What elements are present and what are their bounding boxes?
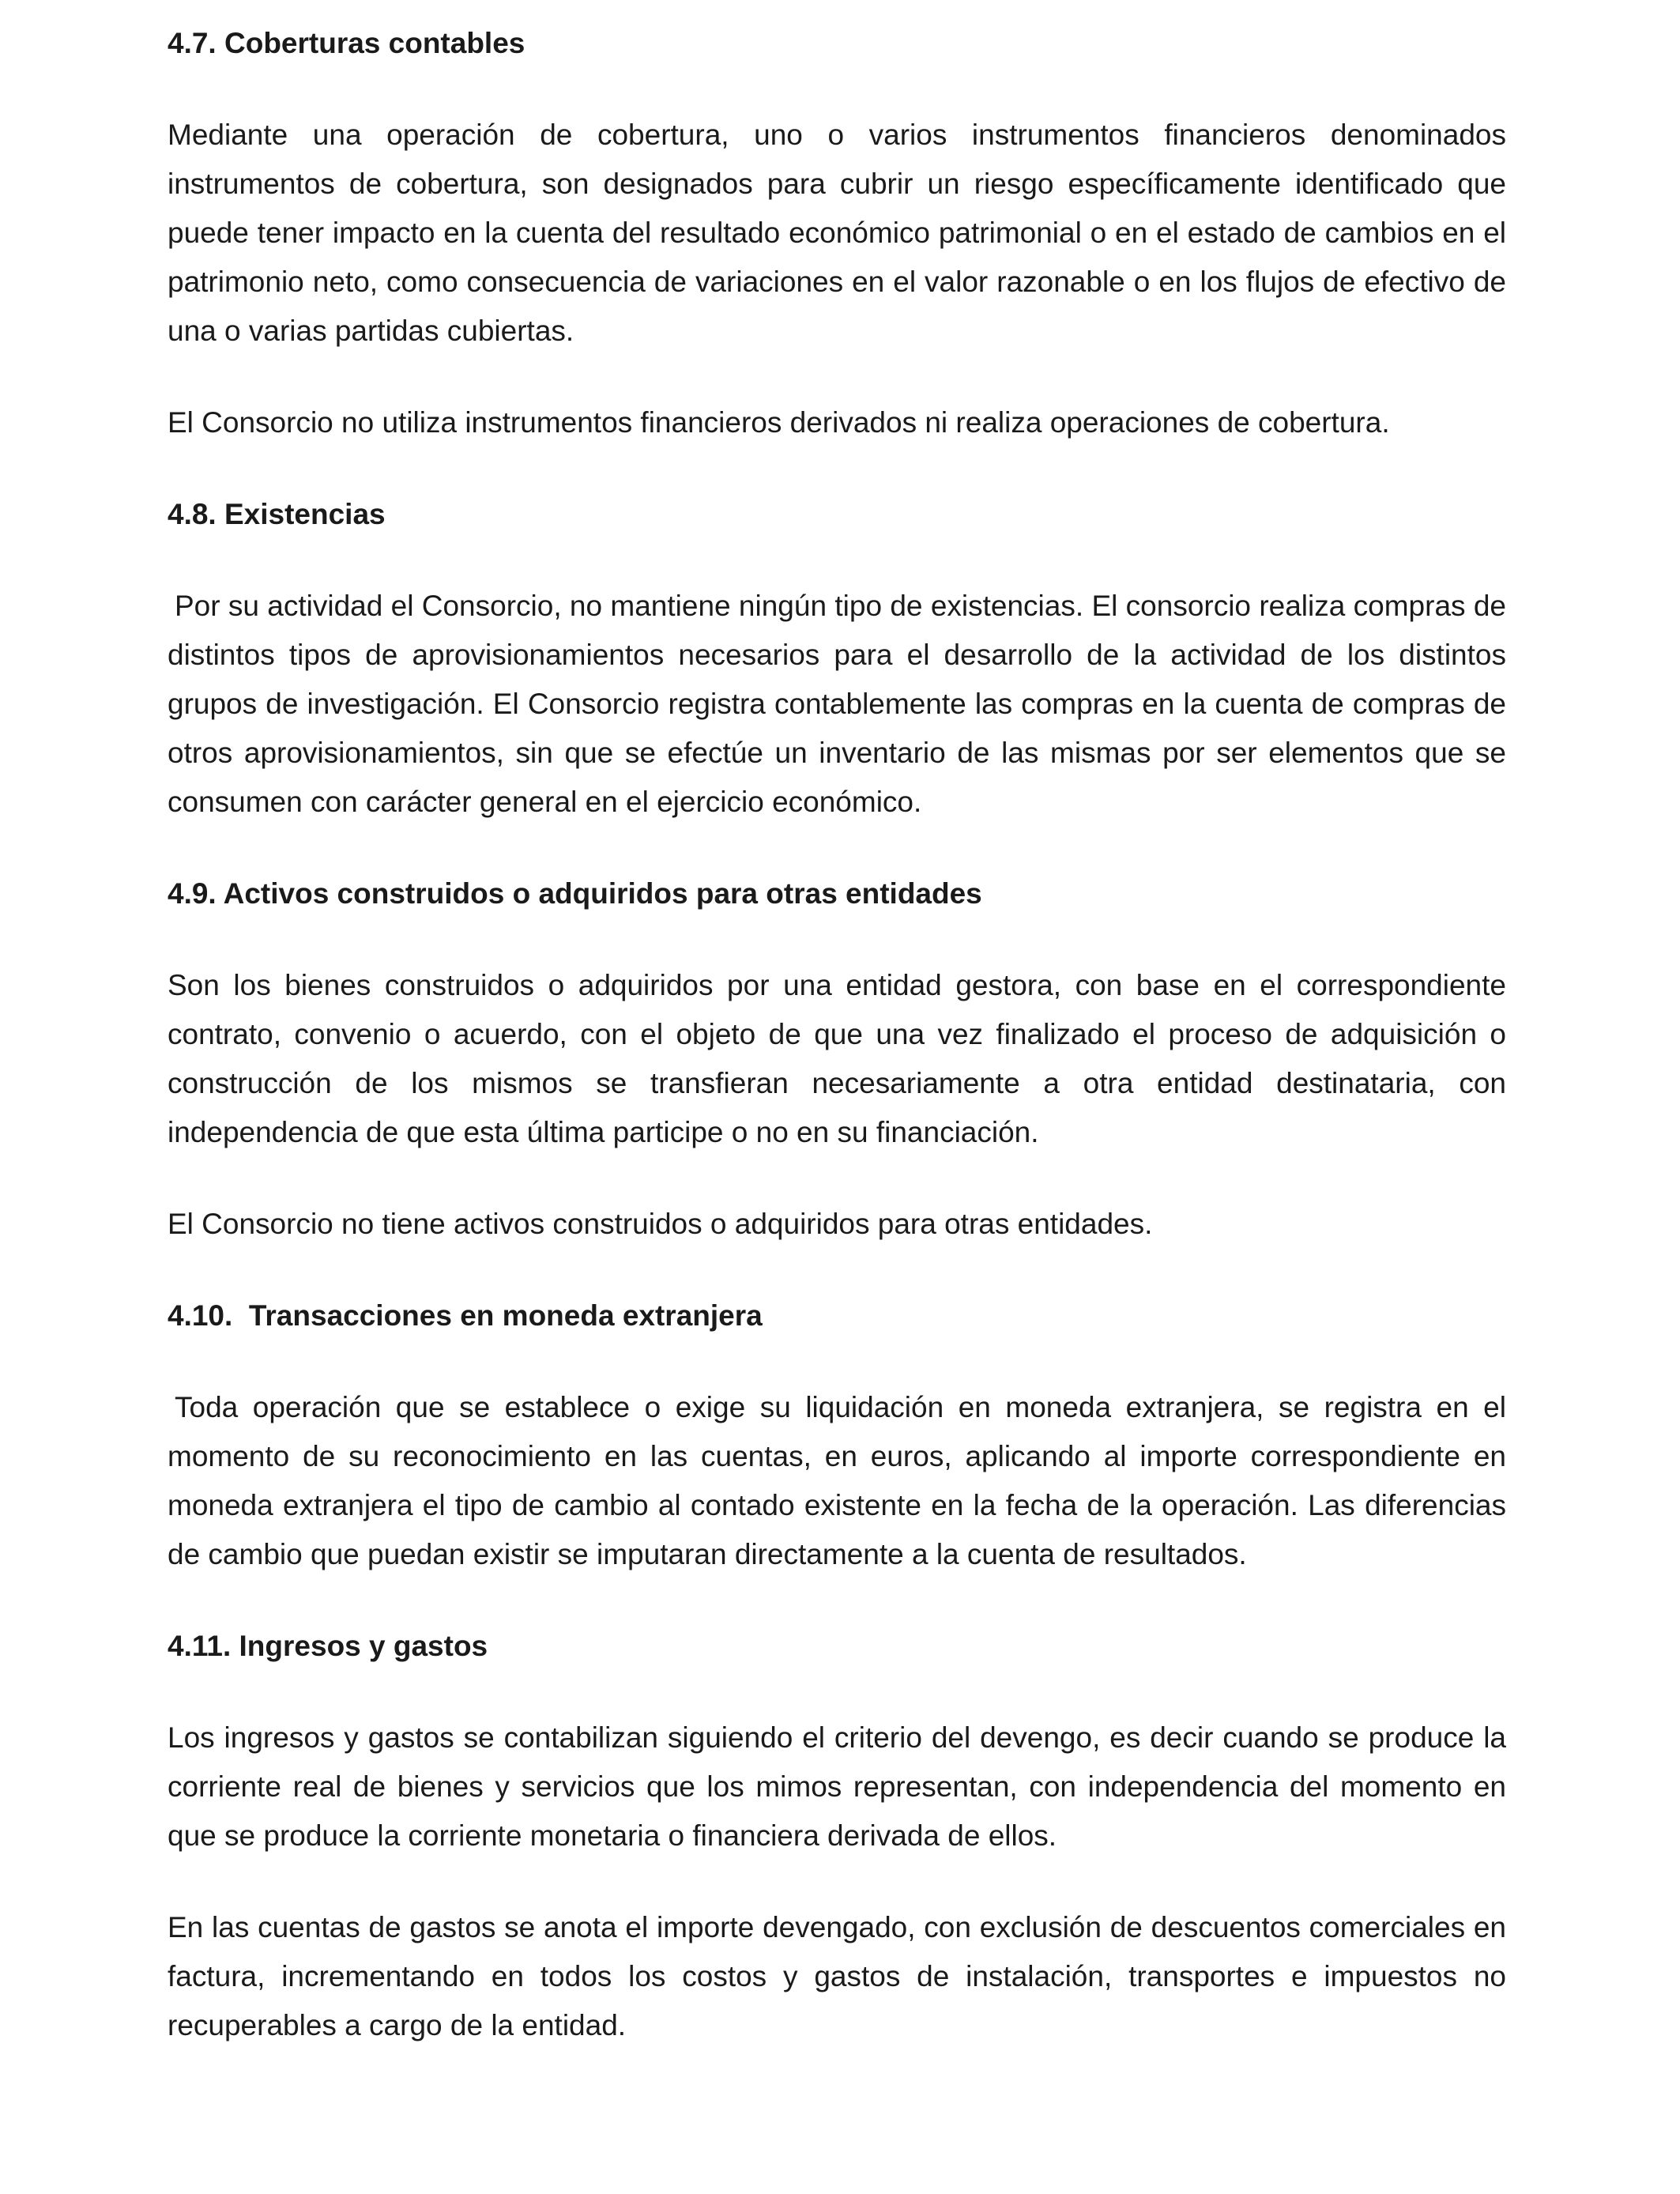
section-heading-4-9: 4.9. Activos construidos o adquiridos para otras entidades [168,877,982,910]
paragraph: Los ingresos y gastos se contabilizan siguiendo el criterio del devengo, es decir cuando se produce la corriente real de bienes y servicios que los mimos representan, con independencia del momento en que se produce la corriente monetaria o financiera derivada de ellos. [168,1721,1506,1852]
paragraph: El Consorcio no tiene activos construidos o adquiridos para otras entidades. [168,1208,1153,1240]
section-heading-4-8: 4.8. Existencias [168,498,386,530]
section-heading-4-7: 4.7. Coberturas contables [168,27,525,59]
paragraph: El Consorcio no utiliza instrumentos financieros derivados ni realiza operaciones de cobertura. [168,406,1390,439]
paragraph: En las cuentas de gastos se anota el importe devengado, con exclusión de descuentos comerciales en factura, incrementando en todos los costos y gastos de instalación, transportes e impuestos no recuperables a cargo de la entidad. [168,1911,1506,2041]
document-body [168,19,1506,2093]
section-heading-4-10: 4.10. Transacciones en moneda extranjera [168,1299,763,1332]
section-heading-4-11: 4.11. Ingresos y gastos [168,1630,488,1662]
paragraph: Son los bienes construidos o adquiridos por una entidad gestora, con base en el correspondiente contrato, convenio o acuerdo, con el objeto de que una vez finalizado el proceso de adquisición o construcción de los mismos se transfieran necesariamente a otra entidad destinataria, con independencia de que esta última participe o no en su financiación. [168,969,1506,1148]
paragraph: Toda operación que se establece o exige su liquidación en moneda extranjera, se registra en el momento de su reconocimiento en las cuentas, en euros, aplicando al importe correspondiente en moneda extranjera el tipo de cambio al contado existente en la fecha de la operación. Las diferencias de cambio que puedan existir se imputaran directamente a la cuenta de resultados. [168,1391,1506,1570]
paragraph: Por su actividad el Consorcio, no mantiene ningún tipo de existencias. El consorcio realiza compras de distintos tipos de aprovisionamientos necesarios para el desarrollo de la actividad de los distintos grupos de investigación. El Consorcio registra contablemente las compras en la cuenta de compras de otros aprovisionamientos, sin que se efectúe un inventario de las mismas por ser elementos que se consumen con carácter general en el ejercicio económico. [168,590,1506,818]
paragraph: Mediante una operación de cobertura, uno o varios instrumentos financieros denominados instrumentos de cobertura, son designados para cubrir un riesgo específicamente identificado que puede tener impacto en la cuenta del resultado económico patrimonial o en el estado de cambios en el patrimonio neto, como consecuencia de variaciones en el valor razonable o en los flujos de efectivo de una o varias partidas cubiertas. [168,119,1506,347]
